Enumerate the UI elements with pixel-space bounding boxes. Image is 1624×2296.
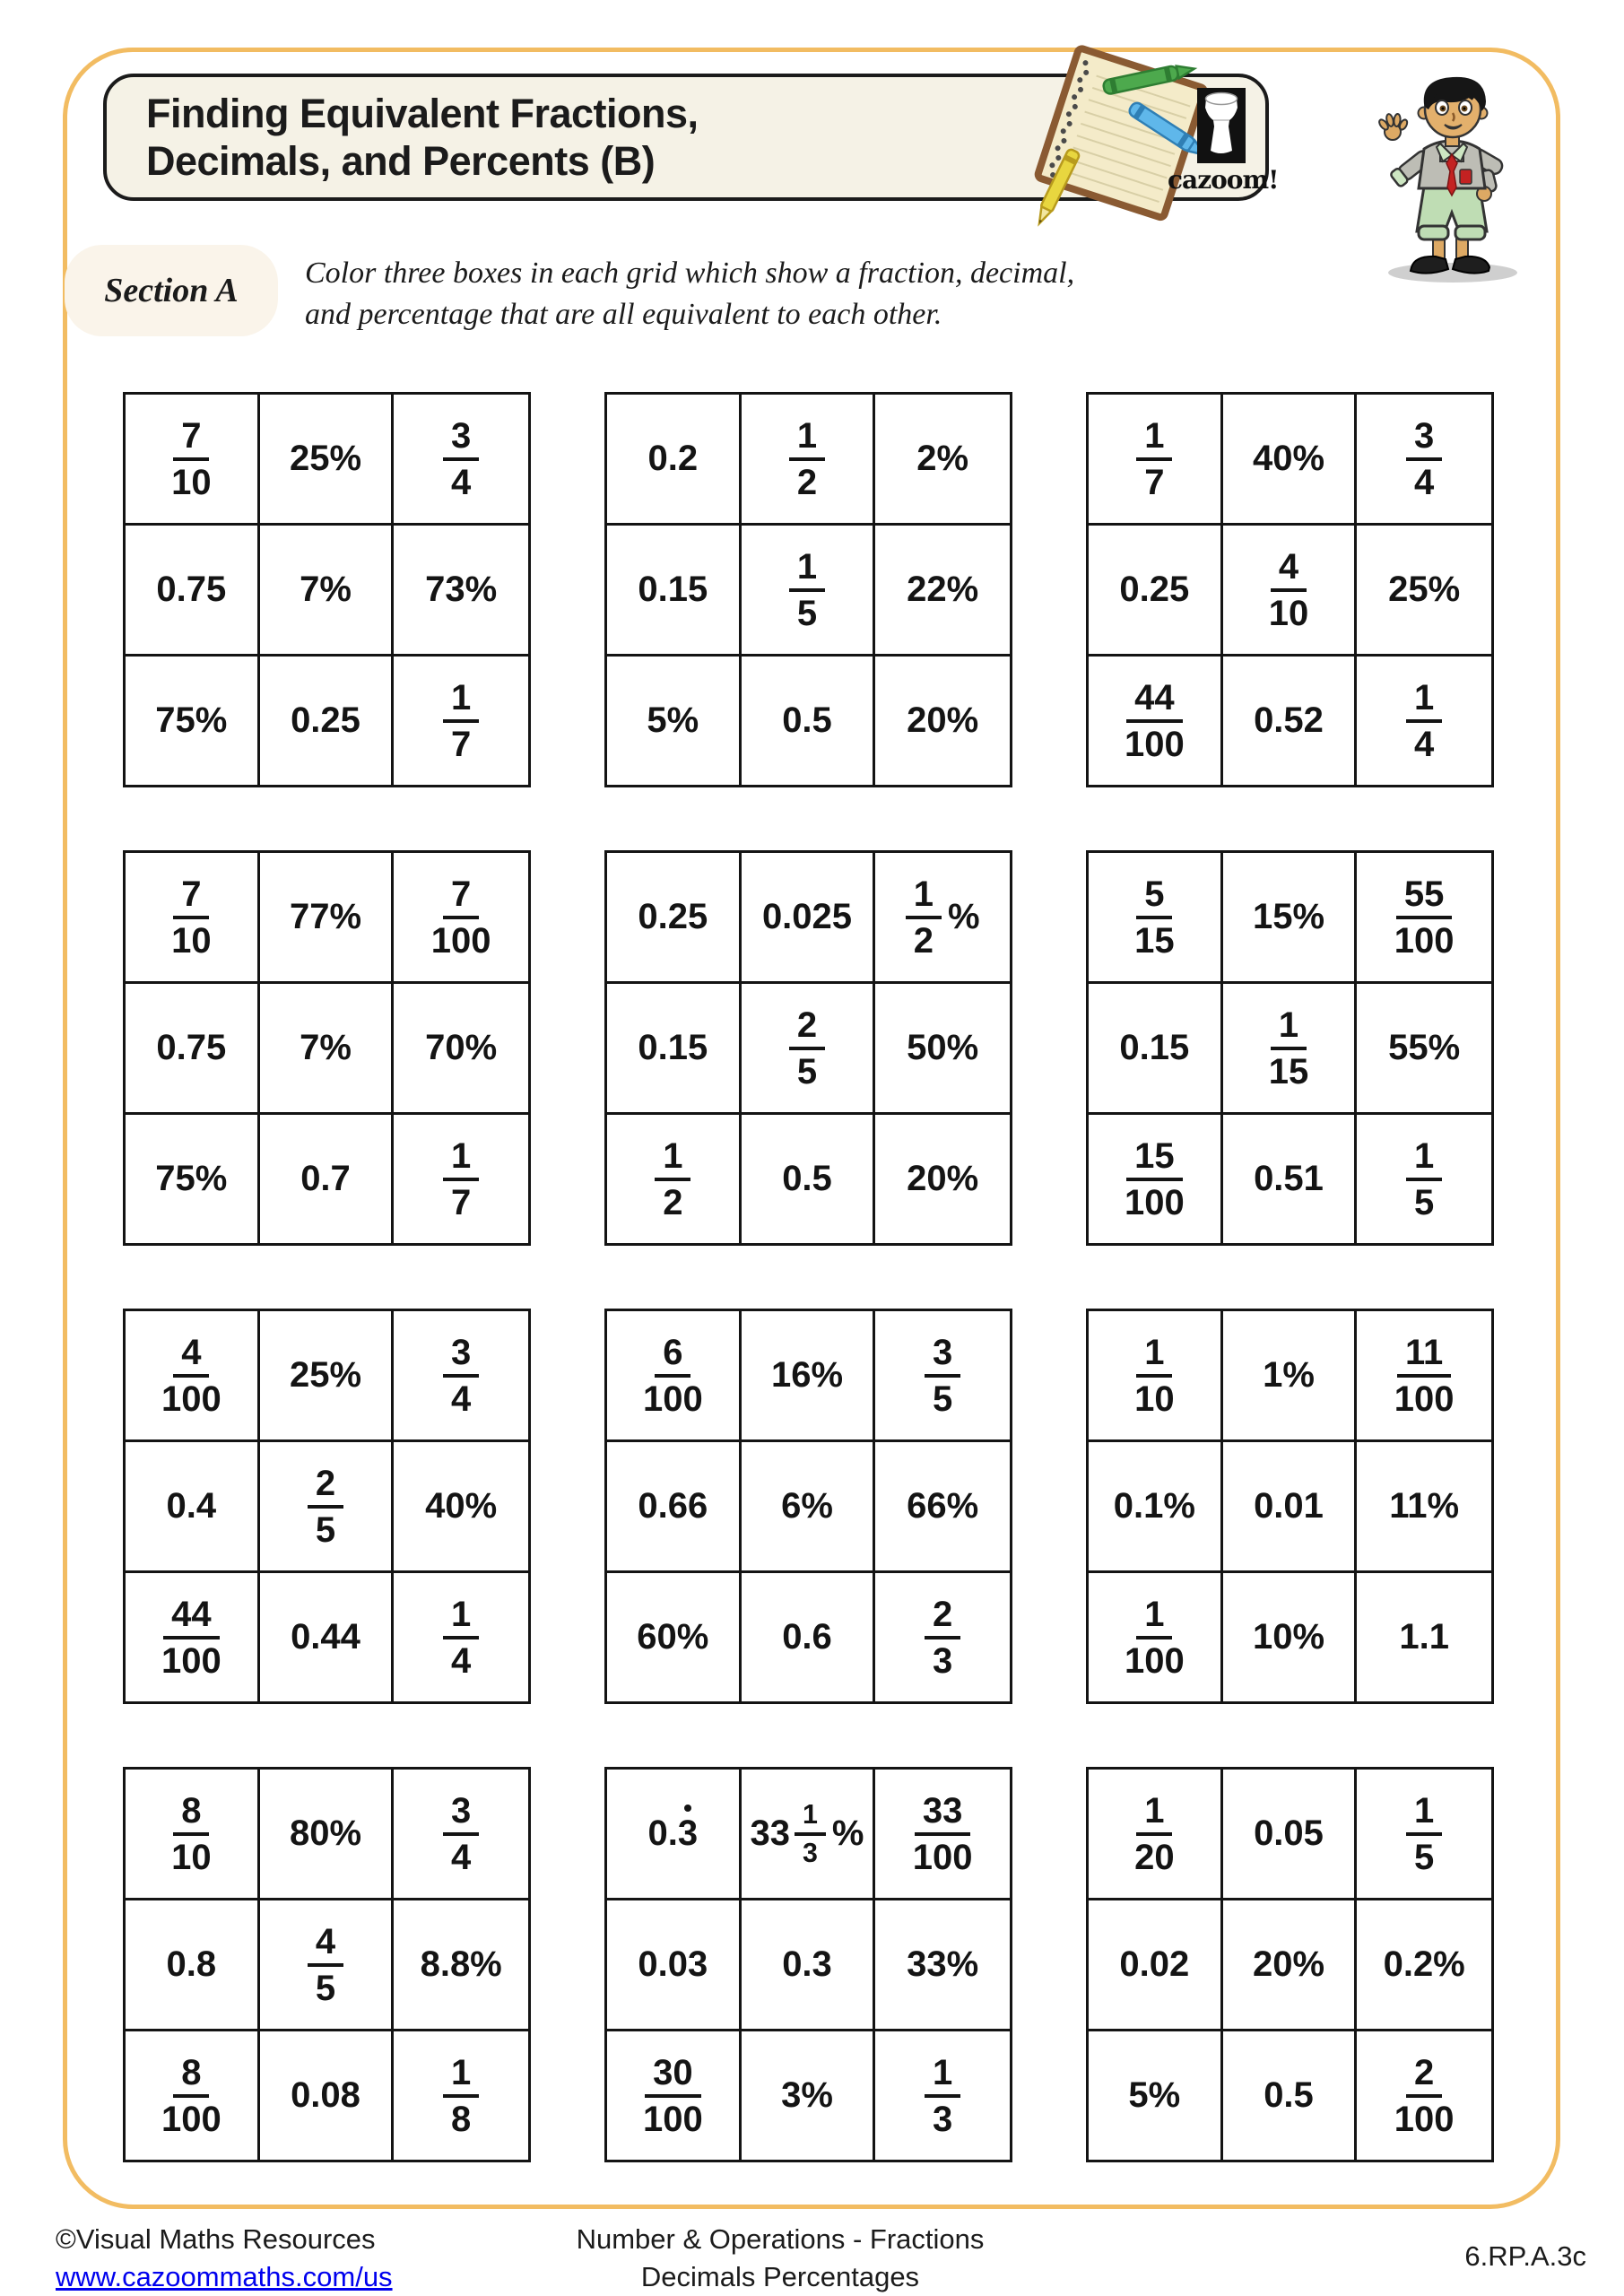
grid-cell[interactable]: $\frac{2}{100}$ xyxy=(1394,2052,1455,2139)
grid-cell[interactable]: 0.15 xyxy=(607,526,742,657)
grid-cell[interactable]: 16% xyxy=(742,1311,876,1442)
equivalence-grid xyxy=(1086,1767,1494,2162)
grid-cell[interactable]: 7% xyxy=(260,526,395,657)
grid-cell[interactable]: 11% xyxy=(1357,1442,1491,1573)
grid-cell[interactable]: 0.15 xyxy=(1089,984,1223,1115)
grid-cell[interactable]: $\frac{1}{20}$ xyxy=(1089,1770,1223,1900)
grid-cell[interactable]: 0.66 xyxy=(607,1442,742,1573)
grid-cell[interactable]: 20% xyxy=(907,700,979,740)
grid-cell[interactable]: 66% xyxy=(875,1442,1010,1573)
grid-cell[interactable]: 0.02 xyxy=(1089,1900,1223,2031)
grid-cell[interactable]: $\frac{44}{100}$ xyxy=(126,1573,260,1701)
grid-cell[interactable]: 5% xyxy=(607,657,742,785)
copyright-text: ©Visual Maths Resources xyxy=(56,2223,376,2255)
grid-cell[interactable]: $\frac{1}{2}$ xyxy=(742,395,876,526)
grid-cell[interactable]: $\frac{2}{5}$ xyxy=(742,984,876,1115)
student-boy-icon xyxy=(1365,56,1531,284)
grid-cell[interactable]: $\frac{3}{5}$ xyxy=(875,1311,1010,1442)
grid-cell[interactable]: $\frac{11}{100}$ xyxy=(1357,1311,1491,1442)
grid-cell[interactable]: $\frac{3}{4}$ xyxy=(394,1311,528,1442)
page-title xyxy=(146,90,699,185)
grid-cell[interactable]: 1% xyxy=(1223,1311,1358,1442)
grid-cell[interactable]: $\frac{1}{2}$ % xyxy=(875,853,1010,984)
grid-cell[interactable]: $\frac{2}{3}$ xyxy=(875,1573,1010,1701)
grid-cell[interactable]: $\frac{7}{100}$ xyxy=(394,853,528,984)
equivalence-grid xyxy=(604,1309,1012,1704)
grid-cell[interactable]: 0.5 xyxy=(742,1115,876,1243)
grid-cell[interactable]: 0.25 xyxy=(260,657,395,785)
grid-cell[interactable]: $\frac{4}{5}$ xyxy=(260,1900,395,2031)
grid-cell[interactable]: 0.25 xyxy=(607,853,742,984)
footer-topic xyxy=(377,2221,1184,2296)
section-a-pill xyxy=(65,245,278,336)
instruction-line1: Color three boxes in each grid which show a fraction, decimal, xyxy=(305,257,1075,290)
grid-cell[interactable]: 80% xyxy=(260,1770,395,1900)
grid-cell[interactable]: 0.8 xyxy=(126,1900,260,2031)
grid-cell[interactable]: $\frac{1}{10}$ xyxy=(1089,1311,1223,1442)
grid-cell[interactable]: $\frac{4}{10}$ xyxy=(1223,526,1358,657)
grid-cell[interactable]: $\frac{7}{10}$ xyxy=(126,853,260,984)
page-title-line2: Decimals, and Percents (B) xyxy=(146,138,656,185)
grid-cell[interactable]: 0.51 xyxy=(1223,1115,1358,1243)
grid-cell[interactable]: 75% xyxy=(126,657,260,785)
grid-cell[interactable]: 0.5 xyxy=(742,657,876,785)
grid-cell[interactable]: 73% xyxy=(394,526,528,657)
equivalence-grid xyxy=(123,850,531,1246)
equivalence-grid xyxy=(604,850,1012,1246)
instruction-line2: and percentage that are all equivalent to each other. xyxy=(305,297,942,331)
footer-topic-line2: Decimals Percentages xyxy=(640,2260,920,2292)
grid-cell[interactable]: $\frac{8}{100}$ xyxy=(126,2031,260,2160)
grid-cell[interactable]: $\frac{1}{2}$ xyxy=(607,1115,742,1243)
grid-cell[interactable]: $\frac{5}{15}$ xyxy=(1089,853,1223,984)
grid-cell[interactable]: 10% xyxy=(1223,1573,1358,1701)
student-boy-illustration xyxy=(1365,56,1531,284)
grid-cell[interactable]: 3% xyxy=(742,2031,876,2160)
grid-cell[interactable]: 25% xyxy=(260,1311,395,1442)
grid-cell[interactable]: 0.52 xyxy=(1223,657,1358,785)
grid-cell[interactable]: $\frac{1}{3}$ xyxy=(875,2031,1010,2160)
standard-code: 6.RP.A.3c xyxy=(1464,2240,1586,2272)
grid-cell[interactable]: $\frac{1}{15}$ xyxy=(1223,984,1358,1115)
grid-cell[interactable]: $\frac{1}{5}$ xyxy=(1357,1115,1491,1243)
grid-cell[interactable]: 0.75 xyxy=(126,526,260,657)
grid-cell[interactable]: 15% xyxy=(1223,853,1358,984)
grid-cell[interactable]: 22% xyxy=(875,526,1010,657)
grid-cell[interactable]: 0.15 xyxy=(607,984,742,1115)
grid-cell[interactable]: $\frac{1}{7}$ xyxy=(1089,395,1223,526)
grid-cell[interactable]: $\frac{1}{5}$ xyxy=(742,526,876,657)
cazoom-logo xyxy=(1168,88,1279,195)
grid-cell[interactable]: 25% xyxy=(260,395,395,526)
grid-cell[interactable]: $\frac{44}{100}$ xyxy=(1089,657,1223,785)
grid-cell[interactable]: 0.2% xyxy=(1357,1900,1491,2031)
equivalence-grid xyxy=(1086,850,1494,1246)
equivalence-grid xyxy=(1086,392,1494,787)
grid-cell[interactable]: $\frac{1}{7}$ xyxy=(394,1115,528,1243)
grid-cell[interactable]: 0.05 xyxy=(1223,1770,1358,1900)
grid-cell[interactable]: 40% xyxy=(1223,395,1358,526)
grid-cell[interactable]: $\frac{30}{100}$ xyxy=(607,2031,742,2160)
equivalence-grid xyxy=(604,1767,1012,2162)
grid-cell[interactable]: $\frac{8}{10}$ xyxy=(126,1770,260,1900)
grid-cell[interactable]: $\frac{3}{4}$ xyxy=(394,395,528,526)
grid-cell[interactable]: $\frac{1}{7}$ xyxy=(394,657,528,785)
grid-cell[interactable]: $\frac{1}{8}$ xyxy=(394,2031,528,2160)
grid-cell[interactable]: $\frac{2}{5}$ xyxy=(260,1442,395,1573)
grids-area xyxy=(123,392,1494,2162)
grid-cell[interactable]: $\frac{4}{100}$ xyxy=(126,1311,260,1442)
equivalence-grid xyxy=(123,392,531,787)
grid-cell[interactable]: 0.025 xyxy=(742,853,876,984)
equivalence-grid xyxy=(1086,1309,1494,1704)
grid-cell[interactable]: $\frac{1}{4}$ xyxy=(1357,657,1491,785)
section-label: Section A xyxy=(104,272,239,309)
grid-cell[interactable]: 8.8% xyxy=(394,1900,528,2031)
grid-cell[interactable]: 0.1% xyxy=(1089,1442,1223,1573)
cazoom-logo-text: cazoom! xyxy=(1168,165,1279,195)
grid-cell[interactable]: 5% xyxy=(1089,2031,1223,2160)
grid-cell[interactable]: 2% xyxy=(875,395,1010,526)
grid-cell[interactable]: 60% xyxy=(607,1573,742,1701)
grid-cell[interactable]: 6% xyxy=(742,1442,876,1573)
grid-cell[interactable]: 0.01 xyxy=(1223,1442,1358,1573)
grid-cell[interactable]: 40% xyxy=(394,1442,528,1573)
grid-cell[interactable]: 33% xyxy=(875,1900,1010,2031)
grid-cell[interactable]: $\frac{55}{100}$ xyxy=(1357,853,1491,984)
grid-cell[interactable]: 0.4 xyxy=(126,1442,260,1573)
grid-cell[interactable]: 1.1 xyxy=(1399,1617,1449,1657)
equivalence-grid xyxy=(123,1309,531,1704)
page-title-line1: Finding Equivalent Fractions, xyxy=(146,91,699,136)
grid-cell[interactable]: 0.25 xyxy=(1089,526,1223,657)
grid-cell[interactable]: 77% xyxy=(260,853,395,984)
grid-cell[interactable]: $\frac{3}{4}$ xyxy=(1357,395,1491,526)
grid-cell[interactable]: $\frac{1}{5}$ xyxy=(1357,1770,1491,1900)
footer-topic-line1: Number & Operations - Fractions xyxy=(576,2223,985,2255)
drum-icon xyxy=(1197,88,1246,163)
grid-cell[interactable]: 20% xyxy=(907,1159,979,1198)
grid-cell[interactable]: 0.7 xyxy=(260,1115,395,1243)
equivalence-grid xyxy=(604,392,1012,787)
grid-cell[interactable]: 0.75 xyxy=(126,984,260,1115)
grid-cell[interactable]: $\frac{33}{100}$ xyxy=(875,1770,1010,1900)
grid-cell[interactable]: 50% xyxy=(875,984,1010,1115)
grid-cell[interactable]: $\frac{1}{100}$ xyxy=(1089,1573,1223,1701)
grid-cell[interactable]: $\frac{7}{10}$ xyxy=(126,395,260,526)
grid-cell[interactable]: 0.08 xyxy=(260,2031,395,2160)
grid-cell[interactable]: $\frac{3}{4}$ xyxy=(394,1770,528,1900)
grid-cell[interactable]: $\frac{15}{100}$ xyxy=(1089,1115,1223,1243)
grid-cell[interactable]: 33 $\frac{1}{3}$ % xyxy=(742,1770,876,1900)
grid-cell[interactable]: 0.03 xyxy=(607,1900,742,2031)
grid-cell[interactable]: 0.3 xyxy=(742,1900,876,2031)
grid-cell[interactable]: 70% xyxy=(394,984,528,1115)
grid-cell[interactable]: $\frac{6}{100}$ xyxy=(607,1311,742,1442)
website-link[interactable]: www.cazoommaths.com/us xyxy=(56,2260,393,2292)
equivalence-grid xyxy=(123,1767,531,2162)
grid-cell[interactable]: 0.6 xyxy=(742,1573,876,1701)
grid-cell[interactable]: 25% xyxy=(1357,526,1491,657)
grid-cell[interactable]: 20% xyxy=(1223,1900,1358,2031)
grid-cell[interactable]: 7% xyxy=(260,984,395,1115)
grid-cell[interactable]: 0.5 xyxy=(1223,2031,1358,2160)
footer-left xyxy=(56,2221,393,2296)
grid-cell[interactable]: 75% xyxy=(126,1115,260,1243)
grid-cell[interactable]: 0.44 xyxy=(260,1573,395,1701)
grid-cell[interactable]: 55% xyxy=(1357,984,1491,1115)
section-instruction xyxy=(305,253,1345,335)
grid-cell[interactable]: 0.2 xyxy=(607,395,742,526)
grid-cell[interactable]: $\frac{1}{4}$ xyxy=(394,1573,528,1701)
grid-cell[interactable]: 0. 3 xyxy=(607,1770,742,1900)
